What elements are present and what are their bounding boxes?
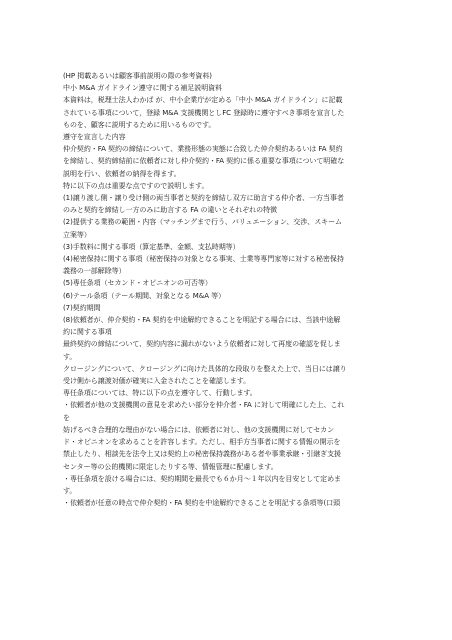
intro-paragraph-line: 本資料は，税理士法人わかば が、中小企業庁が定める「中小 M&A ガイドライン」に記載 [63, 96, 343, 105]
body-line: 特に以下の点は重要な点ですので説明します。 [63, 181, 209, 190]
list-item-line: のみと契約を締結し一方のみに助言する FA の違いとそれぞれの特徴 [63, 206, 277, 215]
list-item-line: (3)手数料に関する事項（算定基準、金額、支払時期等） [63, 242, 240, 251]
list-item-line: 約に関する事項 [63, 328, 112, 337]
bullet-line: ・専任条項を設ける場合には、契約期間を最長でも６か月～１年以内を目安として定めま [63, 474, 341, 483]
bullet-line: 妨げるべき合理的な理由がない場合には、依頼者に対し、他の支援機関に対してセカン [63, 425, 335, 434]
list-item-line: (1)譲り渡し側・譲り受け側の両当事者と契約を締結し双方に助言する仲介者、一方当事者 [63, 194, 344, 203]
body-line: 仲介契約・FA 契約の締結について、業務形態の実態に合致した仲介契約あるいは FA 契約 [63, 145, 343, 154]
list-item-line: 立案等） [63, 230, 91, 239]
bullet-line: センター等の公的機関に限定したりする等、情報管理に配慮します。 [63, 462, 278, 471]
body-line: を締結し、契約締結前に依頼者に対し仲介契約・FA 契約に係る重要な事項について明確な [63, 157, 345, 166]
body-line: 専任条項については、特に以下の点を遵守して、行動します。 [63, 389, 257, 398]
list-item-line: (7)契約期間 [63, 303, 101, 312]
list-item-line: (5)専任条項（セカンド・オピニオンの可否等） [63, 279, 212, 288]
bullet-line: ・依頼者が任意の時点で仲介契約・FA 契約を中途解約できることを明記する条項等(口頭 [63, 499, 341, 508]
list-item-line: 義務の一部解除等） [63, 267, 126, 276]
bullet-line: ド・オピニオンを求めることを許容します。ただし、相手方当事者に関する情報の開示を [63, 438, 341, 447]
header-note: (HP 掲載あるいは顧客事前説明の際の参考資料) [63, 72, 212, 80]
document-title: 中小 M&A ガイドライン遵守に関する補足説明資料 [63, 84, 223, 93]
list-item-line: (6)テール条項（テール期間、対象となる M&A 等） [63, 291, 226, 300]
body-line: クロージングについて、クロージングに向けた具体的な段取りを整えた上で、当日には譲り [63, 364, 347, 373]
body-line: 最終契約の締結について、契約内容に漏れがないよう依頼者に対して再度の確認を促しま [63, 340, 341, 349]
bullet-line: を [63, 413, 70, 422]
bullet-line: ・依頼者が他の支援機関の意見を求めたい部分を仲介者・FA に対して明確にした上、これ [63, 401, 345, 410]
body-line: す。 [63, 352, 77, 361]
body-line: 説明を行い、依頼者の納得を得ます。 [63, 169, 181, 178]
section-heading: 遵守を宣言した内容 [63, 133, 126, 142]
list-item-line: (2)提供する業務の範囲・内容（マッチングまで行う、バリュエーション、交渉、スキーム [63, 218, 342, 227]
intro-paragraph-line: されている事項について，登録 M&A 支援機関としFC 登録時に遵守すべき事項を宣言した [63, 108, 345, 117]
bullet-line: す。 [63, 486, 77, 495]
list-item-line: (8)依頼者が、仲介契約・FA 契約を中途解約できることを明記する場合には、当該中途解 [63, 316, 341, 325]
body-line: 受け側から譲渡対価が確実に入金されたことを確認します。 [63, 377, 251, 386]
bullet-line: 禁止したり、相談先を法令上又は契約上の秘密保持義務がある者や事業承継・引継ぎ支援 [63, 450, 341, 459]
list-item-line: (4)秘密保持に関する事項（秘密保持の対象となる事実、士業等専門家等に対する秘密保持 [63, 255, 344, 264]
intro-paragraph-line: ものを、顧客に説明するために用いるものです。 [63, 120, 216, 129]
